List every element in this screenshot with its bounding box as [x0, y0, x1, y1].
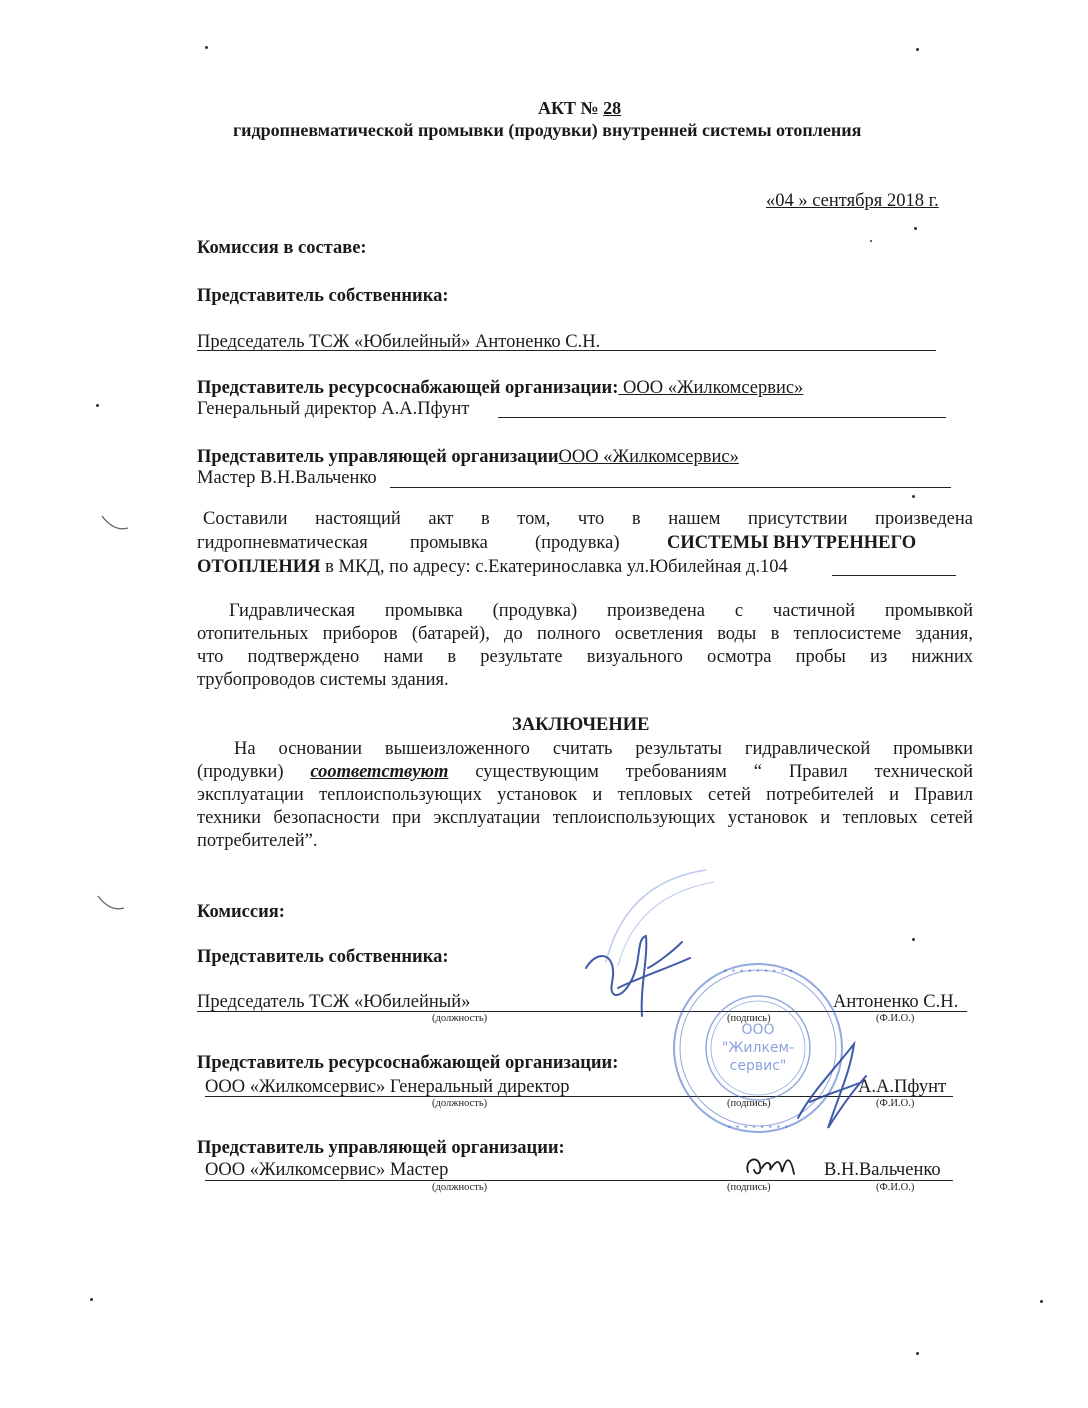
para1-line2a: гидропневматическая	[197, 533, 368, 553]
sig-mgmt-position: ООО «Жилкомсервис» Мастер	[205, 1160, 449, 1180]
para1-line1: Составили настоящий акт в том, что в нашем присутствии произведена	[203, 509, 973, 529]
sig-owner-name: Антоненко С.Н.	[833, 992, 959, 1012]
mgmt-rep-label: Представитель управляющей организации	[197, 447, 559, 467]
para1-line3: ОТОПЛЕНИЯ в МКД, по адресу: с.Екатеринославка ул.Юбилейная д.104	[197, 557, 788, 577]
scan-speck	[205, 46, 208, 49]
conclusion-heading: ЗАКЛЮЧЕНИЕ	[512, 715, 650, 735]
scan-speck	[916, 48, 919, 51]
resource-rep-person: Генеральный директор А.А.Пфунт	[197, 399, 470, 419]
scan-speck	[912, 495, 915, 498]
conforms-emph: соответствуют	[310, 762, 449, 782]
owner-signature	[578, 928, 698, 1023]
resource-rep-org: ООО «Жилкомсервис»	[618, 378, 804, 398]
sig-mgmt-cap-name: (Ф.И.О.)	[876, 1182, 915, 1193]
commission-heading: Комиссия в составе:	[197, 238, 367, 258]
stamp-center-1: ООО	[741, 1022, 775, 1038]
conclusion-line3: эксплуатации теплоиспользующих установок и тепловых сетей потребителей и Правил	[197, 785, 973, 805]
sig-resource-position: ООО «Жилкомсервис» Генеральный директор	[205, 1077, 570, 1097]
conclusion-line5: потребителей”.	[197, 831, 318, 851]
mgmt-signature	[742, 1150, 802, 1182]
scan-speck	[90, 1298, 93, 1301]
mgmt-rep-person: Мастер В.Н.Вальченко	[197, 468, 377, 488]
sig-resource-label: Представитель ресурсоснабжающей организации:	[197, 1053, 619, 1073]
mgmt-rep-underline	[390, 487, 951, 488]
sig-owner-cap-signature: (подпись)	[727, 1013, 771, 1024]
sig-resource-cap-name: (Ф.И.О.)	[876, 1098, 915, 1109]
conclusion-line2: (продувки) соответствуют существующим требованиям “ Правил технической	[197, 762, 974, 782]
para1-line2d: СИСТЕМЫ ВНУТРЕННЕГО	[667, 533, 917, 553]
conclusion-line4: техники безопасности при эксплуатации теплоиспользующих установок и тепловых сетей	[197, 808, 973, 828]
para2-line4: трубопроводов системы здания.	[197, 670, 449, 690]
para2-line3: что подтверждено нами в результате визуального осмотра пробы из нижних	[197, 647, 973, 667]
sig-owner-cap-name: (Ф.И.О.)	[876, 1013, 915, 1024]
sig-mgmt-cap-signature: (подпись)	[727, 1182, 771, 1193]
sig-mgmt-cap-position: (должность)	[432, 1182, 488, 1193]
stamp-center-2: "Жилкем-	[721, 1040, 795, 1056]
owner-rep-underline	[197, 350, 936, 351]
sig-resource-name: А.А.Пфунт	[858, 1077, 947, 1097]
sig-mgmt-underline	[205, 1180, 953, 1181]
punch-hole-shadow	[100, 510, 130, 534]
svg-text:• • • • • • • •: • • • • • • • •	[726, 1123, 790, 1133]
para2-line1: Гидравлическая промывка (продувка) произведена с частичной промывкой	[229, 601, 973, 621]
mgmt-rep-org: ООО «Жилкомсервис»	[558, 447, 739, 467]
punch-hole-shadow	[96, 890, 126, 914]
act-title: АКТ № 28	[538, 98, 622, 118]
stamp-center-3: сервис"	[729, 1058, 787, 1074]
resource-rep-line	[197, 377, 803, 399]
act-number: 28	[603, 98, 622, 118]
sig-resource-cap-signature: (подпись)	[727, 1098, 771, 1109]
mgmt-rep-line	[197, 446, 739, 468]
para1-line2b: промывка	[410, 533, 488, 553]
para2-line2: отопительных приборов (батарей), до полного осветления воды в теплосистеме здания,	[197, 624, 973, 644]
sig-owner-cap-position: (должность)	[432, 1013, 488, 1024]
svg-text:• • • • • • • • •: • • • • • • • • •	[722, 967, 794, 977]
sig-owner-position: Председатель ТСЖ «Юбилейный»	[197, 992, 471, 1012]
conclusion-line1: На основании вышеизложенного считать результаты гидравлической промывки	[234, 739, 973, 759]
signatures-heading: Комиссия:	[197, 902, 285, 922]
act-date: «04 » сентября 2018 г.	[766, 191, 939, 211]
heating-system-emph: ОТОПЛЕНИЯ	[197, 557, 321, 577]
scan-speck	[914, 227, 917, 230]
owner-rep-value: Председатель ТСЖ «Юбилейный» Антоненко С.Н.	[197, 332, 601, 352]
resource-signature	[792, 1032, 872, 1136]
scan-speck	[912, 938, 915, 941]
scan-speck	[1040, 1300, 1043, 1303]
scan-speck	[96, 404, 99, 407]
scan-speck	[870, 240, 872, 242]
sig-mgmt-label: Представитель управляющей организации:	[197, 1138, 565, 1158]
resource-rep-underline	[498, 417, 946, 418]
sig-owner-label: Представитель собственника:	[197, 947, 449, 967]
para1-line2c: (продувка)	[535, 533, 620, 553]
resource-rep-label: Представитель ресурсоснабжающей организации:	[197, 378, 619, 398]
scan-speck	[916, 1352, 919, 1355]
act-subtitle: гидропневматической промывки (продувки) внутренней системы отопления	[233, 120, 862, 140]
owner-rep-label: Представитель собственника:	[197, 286, 449, 306]
address-underline	[832, 575, 956, 576]
sig-mgmt-name: В.Н.Вальченко	[824, 1160, 941, 1180]
sig-resource-cap-position: (должность)	[432, 1098, 488, 1109]
